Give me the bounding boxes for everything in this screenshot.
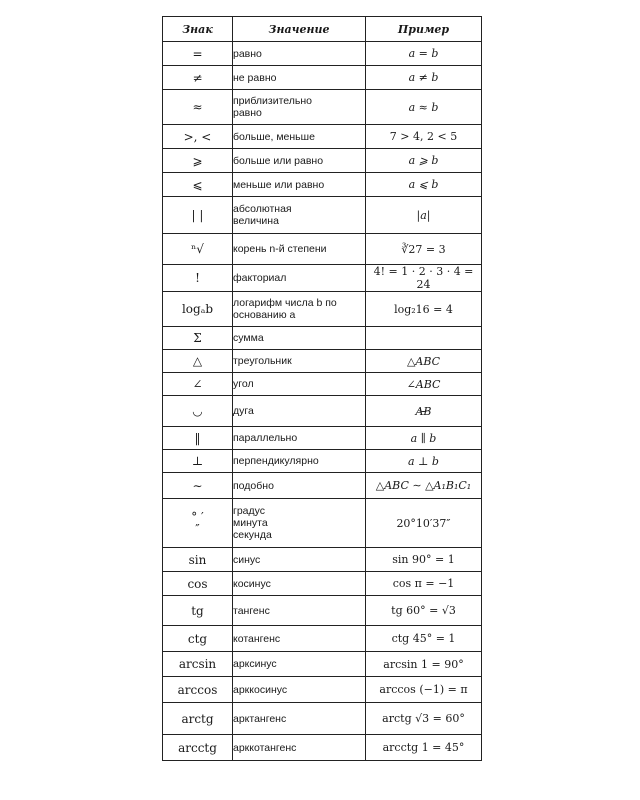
sign-cell: ⁿ√ xyxy=(163,234,233,265)
example-cell: |a| xyxy=(366,197,482,234)
symbols-table xyxy=(162,16,482,761)
example-cell: 7 > 4, 2 < 5 xyxy=(366,125,482,149)
meaning-cell: косинус xyxy=(233,572,366,596)
table-row xyxy=(163,149,482,173)
example-cell: △ABC xyxy=(366,350,482,373)
example-cell xyxy=(366,327,482,350)
example-cell: arcsin 1 = 90° xyxy=(366,652,482,677)
table-row xyxy=(163,197,482,234)
table-row xyxy=(163,292,482,327)
example-cell: sin 90° = 1 xyxy=(366,548,482,572)
sign-cell: ∠ xyxy=(163,373,233,396)
example-cell: arcctg 1 = 45° xyxy=(366,735,482,761)
meaning-cell: арксинус xyxy=(233,652,366,677)
sign-cell: logₐb xyxy=(163,292,233,327)
header-row xyxy=(163,17,482,42)
meaning-cell: дуга xyxy=(233,396,366,427)
example-cell: a ≠ b xyxy=(366,66,482,90)
table-row xyxy=(163,703,482,735)
example-cell: △ABC ∼ △A₁B₁C₁ xyxy=(366,473,482,499)
table-row xyxy=(163,173,482,197)
example-cell: a ⊥ b xyxy=(366,450,482,473)
table-row xyxy=(163,125,482,149)
sign-cell: ◡ xyxy=(163,396,233,427)
arc-notation: ‿ AB xyxy=(415,405,431,418)
sign-cell: cos xyxy=(163,572,233,596)
example-cell: arccos (−1) = π xyxy=(366,677,482,703)
meaning-cell: тангенс xyxy=(233,596,366,626)
sign-cell: ! xyxy=(163,265,233,292)
example-cell: 4! = 1 · 2 · 3 · 4 = 24 xyxy=(366,265,482,292)
table-row xyxy=(163,677,482,703)
example-cell: a ∥ b xyxy=(366,427,482,450)
table-row xyxy=(163,473,482,499)
example-cell: arctg √3 = 60° xyxy=(366,703,482,735)
table-row xyxy=(163,234,482,265)
table-row xyxy=(163,327,482,350)
meaning-cell: корень n-й степени xyxy=(233,234,366,265)
table-row xyxy=(163,450,482,473)
meaning-cell: градус минута секунда xyxy=(233,499,366,548)
sign-cell: ⩾ xyxy=(163,149,233,173)
table-row xyxy=(163,396,482,427)
meaning-cell: логарифм числа b по основанию a xyxy=(233,292,366,327)
sign-cell: ctg xyxy=(163,626,233,652)
sign-cell: arccos xyxy=(163,677,233,703)
table-row xyxy=(163,548,482,572)
table-row xyxy=(163,652,482,677)
sign-cell: >, < xyxy=(163,125,233,149)
table-row xyxy=(163,265,482,292)
meaning-cell: синус xyxy=(233,548,366,572)
meaning-cell: котангенс xyxy=(233,626,366,652)
sign-cell: = xyxy=(163,42,233,66)
example-cell: a ⩽ b xyxy=(366,173,482,197)
table-row xyxy=(163,735,482,761)
sign-cell: Σ xyxy=(163,327,233,350)
sign-cell: ≈ xyxy=(163,90,233,125)
meaning-cell: меньше или равно xyxy=(233,173,366,197)
sign-cell: ⩽ xyxy=(163,173,233,197)
example-cell: ∛27 = 3 xyxy=(366,234,482,265)
meaning-cell: больше, меньше xyxy=(233,125,366,149)
table-row xyxy=(163,350,482,373)
meaning-cell: подобно xyxy=(233,473,366,499)
sign-cell: ∼ xyxy=(163,473,233,499)
meaning-cell: не равно xyxy=(233,66,366,90)
meaning-cell: абсолютная величина xyxy=(233,197,366,234)
table-row xyxy=(163,90,482,125)
meaning-cell: треугольник xyxy=(233,350,366,373)
meaning-cell: сумма xyxy=(233,327,366,350)
sign-cell: arcsin xyxy=(163,652,233,677)
sign-cell: △ xyxy=(163,350,233,373)
meaning-cell: больше или равно xyxy=(233,149,366,173)
table-row xyxy=(163,499,482,548)
sign-cell: tg xyxy=(163,596,233,626)
table-row xyxy=(163,42,482,66)
meaning-cell: арккотангенс xyxy=(233,735,366,761)
meaning-cell: арккосинус xyxy=(233,677,366,703)
table-row xyxy=(163,626,482,652)
example-cell: a ≈ b xyxy=(366,90,482,125)
meaning-cell: равно xyxy=(233,42,366,66)
sign-cell: arcctg xyxy=(163,735,233,761)
meaning-cell: факториал xyxy=(233,265,366,292)
sign-cell: ° ′ ″ xyxy=(163,499,233,548)
example-cell: a ⩾ b xyxy=(366,149,482,173)
sign-cell: ⊥ xyxy=(163,450,233,473)
example-cell: ctg 45° = 1 xyxy=(366,626,482,652)
meaning-cell: приблизительно равно xyxy=(233,90,366,125)
sign-cell: | | xyxy=(163,197,233,234)
example-cell: a = b xyxy=(366,42,482,66)
sign-cell: ‖ xyxy=(163,427,233,450)
table-row xyxy=(163,572,482,596)
meaning-cell: параллельно xyxy=(233,427,366,450)
meaning-cell: арктангенс xyxy=(233,703,366,735)
example-cell: 20°10′37″ xyxy=(366,499,482,548)
meaning-cell: перпендикулярно xyxy=(233,450,366,473)
sign-cell: ≠ xyxy=(163,66,233,90)
sign-cell: arctg xyxy=(163,703,233,735)
example-cell: log₂16 = 4 xyxy=(366,292,482,327)
table-row xyxy=(163,596,482,626)
table-row xyxy=(163,373,482,396)
table-row xyxy=(163,427,482,450)
table-row xyxy=(163,66,482,90)
header-example: Пример xyxy=(366,17,482,42)
sign-cell: sin xyxy=(163,548,233,572)
example-cell: cos π = −1 xyxy=(366,572,482,596)
meaning-cell: угол xyxy=(233,373,366,396)
header-sign: Знак xyxy=(163,17,233,42)
example-cell xyxy=(366,396,482,427)
example-cell: ∠ABC xyxy=(366,373,482,396)
header-meaning: Значение xyxy=(233,17,366,42)
example-cell: tg 60° = √3 xyxy=(366,596,482,626)
